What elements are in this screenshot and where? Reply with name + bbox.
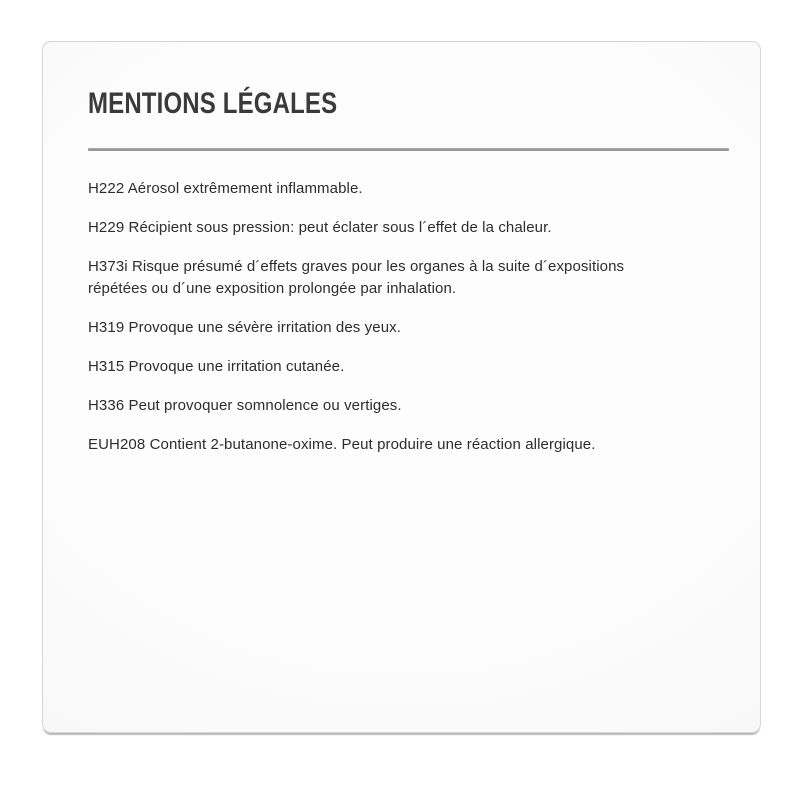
hazard-statement-h222: H222 Aérosol extrêmement inflammable. [88, 180, 363, 197]
page-title: MENTIONS LÉGALES [88, 87, 338, 120]
hazard-statements-list [88, 178, 727, 456]
hazard-statement-h319: H319 Provoque une sévère irritation des yeux. [88, 319, 402, 336]
hazard-statement-h373i: H373i Risque présumé d´effets graves pour les organes à la suite d´expositions répétées ou d´une exposition prolongée par inhalation. [88, 258, 625, 297]
legal-notices-card [42, 41, 761, 733]
hazard-statement-euh208: EUH208 Contient 2-butanone-oxime. Peut produire une réaction allergique. [88, 436, 596, 453]
hazard-statement-h229: H229 Récipient sous pression: peut éclater sous l´effet de la chaleur. [88, 219, 552, 236]
hazard-statement-h315: H315 Provoque une irritation cutanée. [88, 358, 345, 375]
hazard-statement-h336: H336 Peut provoquer somnolence ou vertiges. [88, 397, 402, 414]
title-divider [88, 148, 729, 151]
